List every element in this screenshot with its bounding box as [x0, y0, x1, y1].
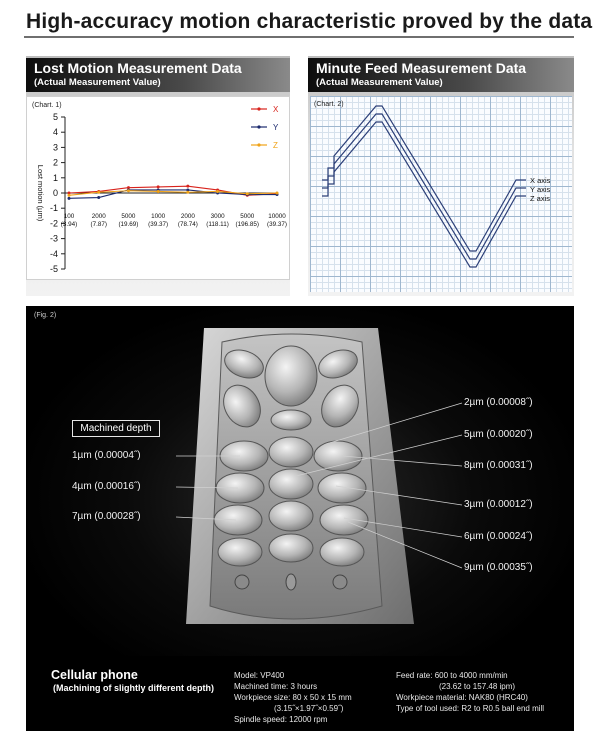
y-tick-label: -3 [49, 233, 58, 244]
spec-model: Model: VP400 [234, 671, 285, 680]
data-point-y [97, 196, 100, 199]
minute-feed-panel-header [308, 58, 574, 92]
y-tick-label: 5 [52, 112, 58, 122]
y-tick-label: -1 [49, 203, 58, 214]
callout-3um: 3µm (0.00012˝) [464, 499, 533, 510]
legend-marker-x [257, 107, 260, 110]
spec-feed-rate: Feed rate: 600 to 4000 mm/min [396, 671, 508, 680]
y-tick-label: -4 [49, 248, 58, 259]
x-tick-label: 1000 [151, 213, 166, 220]
legend-marker-z [257, 143, 260, 146]
feed-trace-label: Z axis [530, 194, 551, 203]
callout-8um: 8µm (0.00031˝) [464, 460, 533, 471]
feed-trace-x-axis [322, 106, 526, 251]
feed-trace-label: Y axis [530, 185, 551, 194]
chart1-tag: (Chart. 1) [32, 102, 62, 109]
x-tick-label: (19.69) [118, 221, 139, 228]
data-point-z [68, 194, 71, 197]
spec-column-1 [234, 670, 352, 725]
spec-workpiece-size-inch: (3.15˝×1.97˝×0.59˝) [274, 704, 344, 713]
footer-title: Cellular phone [51, 668, 138, 682]
y-tick-label: -2 [49, 218, 58, 229]
minute-feed-subtitle: (Actual Measurement Value) [316, 77, 443, 88]
x-tick-label: 5000 [121, 213, 136, 220]
spec-tool-type: Type of tool used: R2 to R0.5 ball end mill [396, 704, 545, 713]
chart2-tag: (Chart. 2) [314, 101, 344, 108]
y-tick-label: 1 [52, 172, 58, 183]
legend-marker-y [257, 125, 260, 128]
spec-spindle-speed: Spindle speed: 12000 rpm [234, 715, 328, 724]
spec-machined-time: Machined time: 3 hours [234, 682, 318, 691]
feed-trace-label: X axis [530, 176, 551, 185]
page-title: High-accuracy motion characteristic proved by the data [26, 10, 593, 33]
data-point-z [186, 191, 189, 194]
data-point-z [97, 191, 100, 194]
x-tick-label: (118.11) [206, 221, 229, 228]
x-tick-label: 3000 [210, 213, 225, 220]
y-tick-label: -5 [49, 264, 58, 274]
spec-footer [26, 656, 574, 731]
lost-motion-chart-box [26, 96, 290, 280]
legend-label-y: Y [273, 123, 279, 132]
x-tick-label: (39.37) [267, 221, 287, 228]
spec-workpiece-size: Workpiece size: 80 x 50 x 15 mm [234, 693, 352, 702]
machined-depth-label: Machined depth [72, 420, 160, 437]
callout-5um: 5µm (0.00020˝) [464, 429, 533, 440]
spec-column-2 [396, 670, 544, 714]
x-tick-label: (196.85) [235, 221, 260, 228]
x-tick-label: 2000 [91, 213, 106, 220]
spec-workpiece-material: Workpiece material: NAK80 (HRC40) [396, 693, 528, 702]
feed-trace-z-axis [322, 122, 526, 267]
x-tick-label: (39.37) [148, 221, 169, 228]
callout-4um: 4µm (0.00016˝) [72, 481, 141, 492]
callout-7um: 7µm (0.00028˝) [72, 511, 141, 522]
y-tick-label: 0 [52, 188, 58, 198]
y-tick-label: 3 [52, 142, 58, 153]
data-point-z [216, 190, 219, 193]
x-tick-label: 2000 [180, 213, 195, 220]
x-tick-label: 5000 [240, 213, 255, 220]
y-tick-label: 2 [52, 157, 58, 168]
footer-subtitle: (Machining of slightly different depth) [53, 683, 214, 693]
legend-label-x: X [273, 105, 279, 114]
callout-1um: 1µm (0.00004˝) [72, 450, 141, 461]
title-rule [24, 36, 574, 38]
data-point-z [157, 190, 160, 193]
legend-label-z: Z [273, 141, 278, 150]
lost-motion-subtitle: (Actual Measurement Value) [34, 77, 161, 88]
data-point-z [276, 192, 279, 195]
fig2-tag: (Fig. 2) [34, 312, 57, 319]
callout-2um: 2µm (0.00008˝) [464, 397, 533, 408]
minute-feed-chart-grid [310, 96, 572, 292]
data-point-x [157, 185, 160, 188]
x-tick-label: 100 [63, 213, 75, 220]
x-tick-label: (3.94) [60, 221, 78, 228]
x-tick-label: 10000 [268, 213, 286, 220]
y-tick-label: 4 [52, 127, 58, 138]
minute-feed-chart [310, 96, 572, 292]
feed-trace-y-axis [322, 114, 526, 259]
data-point-x [186, 185, 189, 188]
y-axis-label: Lost motion (µm) [36, 164, 45, 222]
data-point-y [68, 197, 71, 200]
minute-feed-title: Minute Feed Measurement Data [316, 60, 527, 76]
x-tick-label: (78.74) [177, 221, 198, 228]
lost-motion-chart [27, 97, 289, 279]
callout-9um: 9µm (0.00035˝) [464, 562, 533, 573]
callout-6um: 6µm (0.00024˝) [464, 531, 533, 542]
spec-feed-rate-inch: (23.62 to 157.48 ipm) [439, 682, 516, 691]
x-tick-label: (7.87) [90, 221, 107, 228]
lost-motion-title: Lost Motion Measurement Data [34, 60, 242, 76]
data-point-z [127, 189, 130, 192]
data-point-z [246, 192, 249, 195]
lost-motion-panel-header [26, 58, 290, 92]
